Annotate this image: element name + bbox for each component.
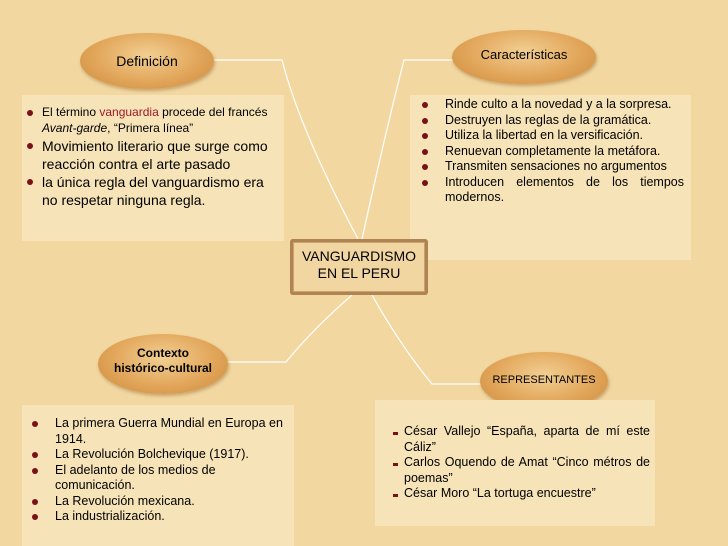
connector-representantes bbox=[372, 295, 482, 384]
caracteristicas-item-5 bbox=[410, 159, 684, 175]
caracteristicas-item-4 bbox=[410, 144, 684, 160]
contexto-item-1 bbox=[22, 416, 290, 447]
caracteristicas-item-6-text: Introducen elementos de los tiempos modernos. bbox=[445, 174, 684, 204]
caracteristicas-title: Características bbox=[480, 47, 568, 62]
representantes-item-2-text: Carlos Oquendo de Amat “Cinco métros de poemas” bbox=[404, 455, 650, 485]
definicion-item-1-pre: El término bbox=[42, 105, 100, 119]
caracteristicas-item-1-text: Rinde culto a la novedad y a la sorpresa. bbox=[445, 97, 672, 111]
definicion-list bbox=[22, 104, 272, 209]
definicion-title: Definición bbox=[116, 53, 178, 69]
bullet-icon bbox=[32, 421, 38, 427]
caracteristicas-item-6 bbox=[410, 175, 684, 206]
bullet-icon bbox=[27, 143, 33, 149]
contexto-item-3-text: El adelanto de los medios de comunicación. bbox=[55, 462, 216, 492]
bullet-icon bbox=[27, 110, 33, 116]
contexto-item-1-text: La primera Guerra Mundial en Europa en 1914. bbox=[55, 416, 283, 446]
representantes-item-1 bbox=[375, 424, 650, 455]
bullet-icon bbox=[422, 164, 428, 170]
definicion-item-1 bbox=[22, 104, 272, 136]
contexto-list bbox=[22, 416, 290, 525]
center-line-2: EN EL PERU bbox=[317, 265, 401, 281]
definicion-item-2 bbox=[22, 137, 272, 173]
bullet-icon bbox=[422, 149, 428, 155]
representantes-item-3-text: César Moro “La tortuga encuestre” bbox=[404, 486, 596, 500]
bullet-icon bbox=[422, 118, 428, 124]
connector-contexto bbox=[226, 295, 352, 362]
bullet-icon bbox=[32, 452, 38, 458]
representantes-item-2 bbox=[375, 455, 650, 486]
definicion-item-3 bbox=[22, 173, 272, 209]
definicion-item-2-text: Movimiento literario que surge como reacción contra el arte pasado bbox=[42, 138, 268, 172]
center-line-1: VANGUARDISMO bbox=[301, 248, 417, 264]
dash-icon bbox=[393, 494, 398, 497]
representantes-title: REPRESENTANTES bbox=[492, 374, 596, 386]
caracteristicas-item-1 bbox=[410, 97, 684, 113]
keyword-avant-garde: Avant-garde bbox=[42, 121, 108, 135]
bullet-icon bbox=[27, 179, 33, 185]
representantes-item-1-text: César Vallejo “España, aparta de mí este Cáliz” bbox=[404, 424, 650, 454]
caracteristicas-item-2 bbox=[410, 113, 684, 129]
contexto-title bbox=[98, 346, 228, 376]
bullet-icon bbox=[32, 468, 38, 474]
bullet-icon bbox=[32, 499, 38, 505]
center-node bbox=[290, 239, 428, 295]
definicion-item-1-post: , “Primera línea” bbox=[107, 121, 194, 135]
bullet-icon bbox=[422, 102, 428, 108]
bullet-icon bbox=[422, 133, 428, 139]
caracteristicas-item-3-text: Utiliza la libertad en la versificación. bbox=[445, 128, 644, 142]
contexto-item-4-text: La Revolución mexicana. bbox=[55, 493, 195, 508]
keyword-vanguardia: vanguardia bbox=[99, 105, 159, 119]
bullet-icon bbox=[32, 514, 38, 520]
definicion-item-3-text: la única regla del vanguardismo era no respetar ninguna regla. bbox=[42, 174, 264, 208]
contexto-title-line2: histórico-cultural bbox=[113, 361, 212, 375]
dash-icon bbox=[393, 463, 398, 466]
caracteristicas-item-5-text: Transmiten sensaciones no argumentos bbox=[445, 159, 667, 173]
contexto-item-5 bbox=[22, 509, 290, 525]
caracteristicas-item-2-text: Destruyen las reglas de la gramática. bbox=[445, 112, 652, 127]
contexto-item-3 bbox=[22, 463, 290, 494]
contexto-item-2 bbox=[22, 447, 290, 463]
contexto-item-2-text: La Revolución Bolchevique (1917). bbox=[55, 447, 249, 461]
contexto-title-line1: Contexto bbox=[137, 346, 189, 360]
representantes-item-3 bbox=[375, 486, 650, 502]
center-node-label bbox=[294, 243, 424, 291]
contexto-item-4 bbox=[22, 494, 290, 510]
dash-icon bbox=[393, 432, 398, 435]
caracteristicas-item-3 bbox=[410, 128, 684, 144]
representantes-list bbox=[375, 424, 650, 502]
caracteristicas-list bbox=[410, 97, 684, 206]
definicion-item-1-mid: procede del francés bbox=[158, 105, 268, 119]
caracteristicas-item-4-text: Renuevan completamente la metáfora. bbox=[445, 143, 661, 158]
contexto-item-5-text: La industrialización. bbox=[55, 509, 165, 523]
bullet-icon bbox=[422, 180, 428, 186]
